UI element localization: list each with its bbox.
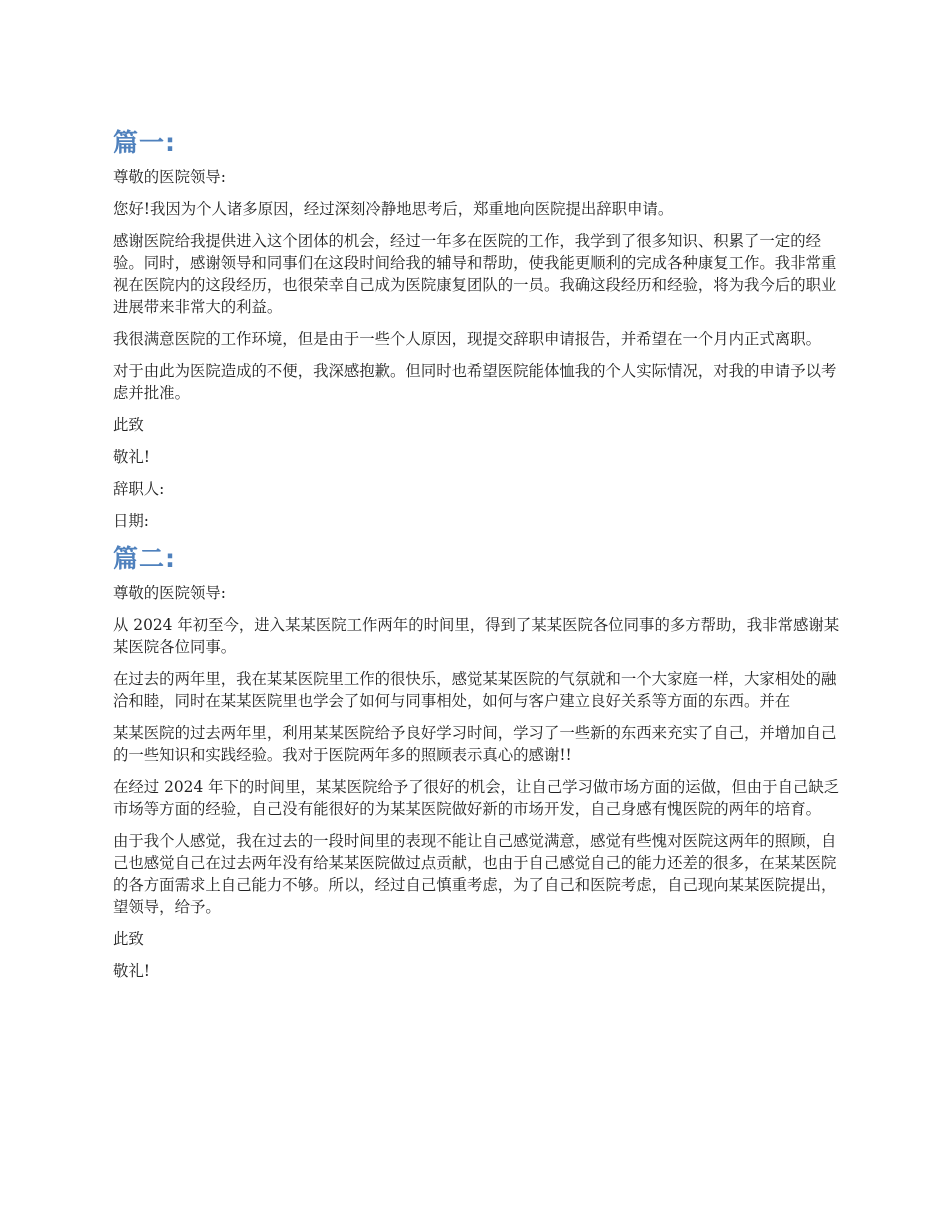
body-paragraph: 我很满意医院的工作环境，但是由于一些个人原因，现提交辞职申请报告，并希望在一个月内正式离职。 (113, 330, 821, 348)
salutation: 尊敬的医院领导: (113, 584, 226, 602)
section-one (113, 126, 841, 532)
body-paragraph: 从 2024 年初至今，进入某某医院工作两年的时间里，得到了某某医院各位同事的多方帮助，我非常感谢某某医院各位同事。 (113, 616, 840, 656)
closing-line: 此致 (113, 930, 144, 948)
date-label: 日期: (113, 512, 149, 530)
section-heading: 篇二: (113, 544, 176, 573)
body-paragraph: 由于我个人感觉，我在过去的一段时间里的表现不能让自己感觉满意，感觉有些愧对医院这两年的照顾，自己也感觉自己在过去两年没有给某某医院做过点贡献，也由于自己感觉自己的能力还差的很多，在某某医院的各方面需求上自己能力不够。所以，经过自己慎重考虑，为了自己和医院考虑，自己现向某某医院提出，望领导，给予。 (113, 832, 837, 916)
closing-regards: 敬礼! (113, 448, 150, 466)
closing-regards: 敬礼! (113, 962, 150, 980)
body-paragraph: 某某医院的过去两年里，利用某某医院给予良好学习时间，学习了一些新的东西来充实了自己，并增加自己的一些知识和实践经验。我对于医院两年多的照顾表示真心的感谢!! (113, 724, 837, 764)
section-heading: 篇一: (113, 128, 176, 157)
signature-label: 辞职人: (113, 480, 165, 498)
body-paragraph: 在过去的两年里，我在某某医院里工作的很快乐，感觉某某医院的气氛就和一个大家庭一样，大家相处的融洽和睦，同时在某某医院里也学会了如何与同事相处，如何与客户建立良好关系等方面的东西。并在 (113, 670, 837, 710)
section-two (113, 542, 841, 982)
body-paragraph: 您好!我因为个人诸多原因，经过深刻冷静地思考后，郑重地向医院提出辞职申请。 (113, 200, 674, 218)
document-page (113, 126, 841, 992)
body-paragraph: 在经过 2024 年下的时间里，某某医院给予了很好的机会，让自己学习做市场方面的运做，但由于自己缺乏市场等方面的经验，自己没有能很好的为某某医院做好新的市场开发，自己身感有愧医院的两年的培育。 (113, 778, 840, 818)
closing-line: 此致 (113, 416, 144, 434)
body-paragraph: 对于由此为医院造成的不便，我深感抱歉。但同时也希望医院能体恤我的个人实际情况，对我的申请予以考虑并批准。 (113, 362, 837, 402)
body-paragraph: 感谢医院给我提供进入这个团体的机会，经过一年多在医院的工作，我学到了很多知识、积累了一定的经验。同时，感谢领导和同事们在这段时间给我的辅导和帮助，使我能更顺利的完成各种康复工作。我非常重视在医院内的这段经历，也很荣幸自己成为医院康复团队的一员。我确这段经历和经验，将为我今后的职业进展带来非常大的利益。 (113, 232, 837, 316)
salutation: 尊敬的医院领导: (113, 168, 226, 186)
